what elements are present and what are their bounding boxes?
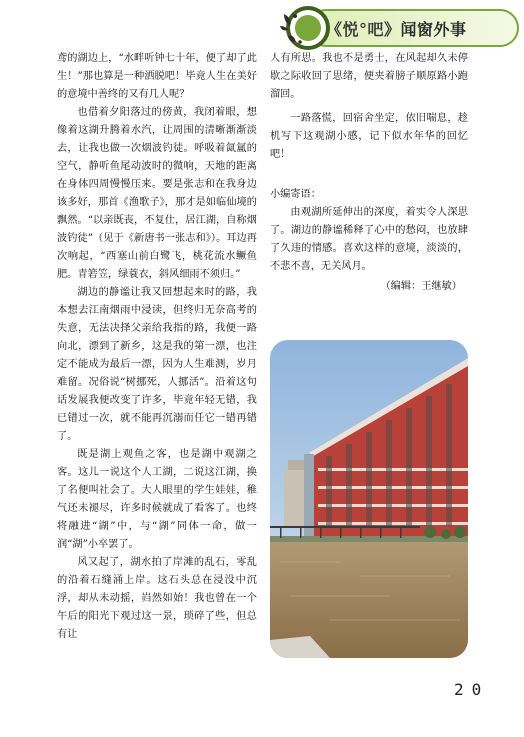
left-column bbox=[57, 50, 257, 668]
title-suffix: 》闻窗外事 bbox=[384, 19, 467, 39]
title-bracket-open: 《 bbox=[326, 19, 343, 39]
column-title bbox=[326, 15, 514, 41]
right-column bbox=[270, 50, 468, 300]
paragraph: 人有所思。我也不是勇士，在风起却久未停歇之际收回了思绪，便夹着膀子顺原路小跑溜回。 bbox=[270, 53, 468, 100]
paragraph: 风又起了，湖水拍了岸滩的乱石，零乱的沿着石缝涌上岸。这石头总在浸没中沉浮，却从未动摇，岿然如始！我也曾在一个午后的阳光下观过这一景，琐碎了些，但总有让 bbox=[57, 557, 257, 640]
paragraph: 一路落慌，回宿舍坐定，依旧喘息，趁机写下这观湖小感，记下似水年华的回忆吧！ bbox=[270, 113, 468, 160]
editor-note-title: 小编寄语： bbox=[270, 189, 321, 200]
page-number: 20 bbox=[454, 680, 490, 699]
paragraph: 湖边的静谧让我又回想起来时的路，我本想去江南烟雨中浸读，但终归无奈高考的失意，无法决择父亲给我指的路，我便一路向北，漂到了新乡，这是我的第一漂，也注定不能成为最后一漂，因为人生难测，岁月难留。况俗说“树挪死，人挪活”。沿着这句话发展我便改变了许多，毕竟年轻无错，我已错过一次，就不能再沉溺而任它一错再错了。 bbox=[57, 287, 257, 442]
editor-note: 由观湖所延伸出的深度，着实令人深思了。湖边的静谧稀释了心中的愁闷，也放肆了久违的情感。喜欢这样的意境，淡淡的，不悲不喜，无关风月。 bbox=[270, 207, 468, 272]
header-banner bbox=[278, 6, 520, 50]
paragraph: 既是湖上观鱼之客，也是湖中观湖之客。这儿一说这个人工湖，二说这江湖，换了名便叫社会了。大人眼里的学生娃娃，稚气还未褪尽，许多时候就成了看客了。也终将融进“湖”中，与“湖”同体一命，做一润“湖”小卒罢了。 bbox=[57, 449, 257, 550]
campus-photo bbox=[270, 340, 468, 658]
title-quote: 悦°吧 bbox=[342, 19, 385, 39]
editor-credit: （编辑：王继敏） bbox=[380, 281, 462, 292]
paragraph: 鸢的湖边上，“水畔听钟七十年，便了却了此生！”那也算是一种洒脱吧！毕竟人生在美好的意境中善终的又有几人呢？ bbox=[57, 53, 257, 100]
paragraph: 也借着夕阳落过的傍黄，我闭着眼，想像着这湖升腾着水汽，让周围的清晰渐渐淡去，让我也做一次烟波钓徒。呼吸着氤氲的空气，静听鱼尾动波时的微响，天地的距离在身体四周慢慢压来。要是张志和在我身边该多好，那首《渔歌子》，那才是如临仙境的飘然。“以亲既丧，不复仕，居江湖，自称烟波钓徒”（见于《新唐书一张志和》）。耳边再次响起，“西塞山前白鹭飞，桃花流水鳜鱼肥。青箬笠，绿蓑衣，斜风细雨不须归。” bbox=[57, 107, 257, 280]
campus-building-image bbox=[270, 340, 468, 658]
